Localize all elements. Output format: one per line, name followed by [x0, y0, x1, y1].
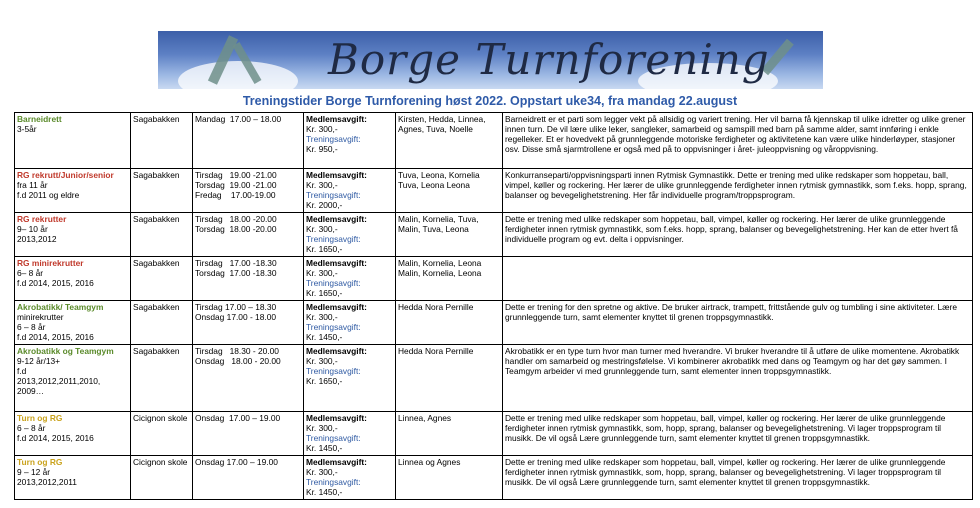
table-row: [15, 456, 973, 500]
group-name: RG rekrutter: [17, 214, 67, 224]
group-detail: 9– 10 år: [17, 224, 48, 234]
description-cell: Barneidrett er et parti som legger vekt på allsidig og variert trening. Her vil barna få kjennskap til ulike idretter og ulike grener innen turn. De vil lære ulike leker, sangleker, samarbeid og samspill med barn på samme alder, samt innføring i enkle regelleker. Et er hovedvekt på grunnleggende motoriske ferdigheter og aktivitetene kan være ulike hinderløyper, stasjoner osv. Disse små sjarmtrollene er også med på to oppvisninger i året- juleoppvisning og våroppvisning.: [503, 113, 973, 169]
group-detail: 2013,2012: [17, 234, 57, 244]
fee-member: Kr. 300,-: [306, 356, 338, 366]
fee-label: Medlemsavgift:: [306, 346, 367, 356]
place-cell: Sagabakken: [131, 113, 193, 169]
time-slot: Mandag 17.00 – 18.00: [195, 114, 282, 124]
coaches-cell: Linnea, Agnes: [396, 412, 503, 456]
table-row: [15, 345, 973, 412]
description-cell: Akrobatikk er en type turn hvor man turner med hverandre. Vi bruker hverandre til å utføre de ulike momentene. Akrobatikk handler om samarbeid og mestringsfølelse. Vi kombinerer akrobatikk med dans og Teamgym og har det gøy sammen. I Teamgym arbeider vi med grunnleggende turn, samt elementer innen troppsgymnastikk.: [503, 345, 973, 412]
fee-training-label: Treningsavgift:: [306, 366, 361, 376]
table-row: [15, 169, 973, 213]
group-cell: [15, 412, 131, 456]
group-cell: [15, 113, 131, 169]
group-name: Akrobatikk og Teamgym: [17, 346, 114, 356]
fee-member: Kr. 300,-: [306, 268, 338, 278]
group-cell: [15, 301, 131, 345]
group-name: RG minirekrutter: [17, 258, 84, 268]
fee-cell: [304, 412, 396, 456]
fee-training-label: Treningsavgift:: [306, 134, 361, 144]
group-name: Turn og RG: [17, 457, 63, 467]
fee-label: Medlemsavgift:: [306, 170, 367, 180]
table-row: [15, 301, 973, 345]
page-subtitle: Treningstider Borge Turnforening høst 2022. Oppstart uke34, fra mandag 22.august: [242, 94, 738, 108]
description-cell: Dette er trening med ulike redskaper som hoppetau, ball, vimpel, køller og rockering. Her lærer de ulike grunnleggende ferdigheter innen rytmisk gymnastikk, som, hopp, sprang, balanser og bevegelighetstrening. Vi lager troppsprogram til musikk. De vil også Lære grunnleggende turn, samt elementer knyttet til grenen troppsgymnastikk.: [503, 456, 973, 500]
group-detail: f.d 2014, 2015, 2016: [17, 433, 94, 443]
fee-member: Kr. 300,-: [306, 180, 338, 190]
place-cell: Sagabakken: [131, 257, 193, 301]
fee-training-label: Treningsavgift:: [306, 433, 361, 443]
time-slot: Onsdag 17.00 – 19.00: [195, 413, 281, 423]
fee-training-label: Treningsavgift:: [306, 190, 361, 200]
time-slot: Fredag 17.00-19.00: [195, 190, 276, 200]
fee-training-label: Treningsavgift:: [306, 322, 361, 332]
fee-cell: [304, 213, 396, 257]
place-cell: Sagabakken: [131, 301, 193, 345]
table-row: [15, 113, 973, 169]
coaches-cell: Malin, Kornelia, Leona Malin, Kornelia, Leona: [396, 257, 503, 301]
group-cell: [15, 213, 131, 257]
place-cell: Sagabakken: [131, 213, 193, 257]
group-detail: 9-12 år/13+: [17, 356, 61, 366]
fee-training: Kr. 2000,-: [306, 200, 343, 210]
group-detail: f.d 2011 og eldre: [17, 190, 80, 200]
time-slot: Tirsdag 18.00 -20.00: [195, 214, 277, 224]
fee-cell: [304, 169, 396, 213]
coaches-cell: Hedda Nora Pernille: [396, 345, 503, 412]
group-cell: [15, 169, 131, 213]
group-detail: f.d 2014, 2015, 2016: [17, 332, 94, 342]
fee-member: Kr. 300,-: [306, 467, 338, 477]
time-slot: Torsdag 18.00 -20.00: [195, 224, 277, 234]
times-cell: [193, 113, 304, 169]
group-name: Barneidrett: [17, 114, 62, 124]
times-cell: [193, 213, 304, 257]
times-cell: [193, 301, 304, 345]
time-slot: Tirsdag 17.00 -18.30: [195, 258, 277, 268]
fee-label: Medlemsavgift:: [306, 302, 367, 312]
coaches-cell: Hedda Nora Pernille: [396, 301, 503, 345]
place-cell: Sagabakken: [131, 345, 193, 412]
time-slot: Torsdag 19.00 -21.00: [195, 180, 277, 190]
table-row: [15, 257, 973, 301]
time-slot: Onsdag 17.00 - 18.00: [195, 312, 277, 322]
description-cell: [503, 257, 973, 301]
fee-training: Kr. 950,-: [306, 144, 338, 154]
fee-member: Kr. 300,-: [306, 224, 338, 234]
fee-training: Kr. 1650,-: [306, 244, 343, 254]
fee-training-label: Treningsavgift:: [306, 234, 361, 244]
place-cell: Cicignon skole: [131, 456, 193, 500]
times-cell: [193, 412, 304, 456]
time-slot: Torsdag 17.00 -18.30: [195, 268, 277, 278]
group-detail: 3-5år: [17, 124, 37, 134]
fee-cell: [304, 456, 396, 500]
place-cell: Cicignon skole: [131, 412, 193, 456]
group-detail: 6 – 8 år: [17, 423, 46, 433]
fee-cell: [304, 301, 396, 345]
group-detail: 2013,2012,2011,2010,: [17, 376, 101, 386]
time-slot: Onsdag 17.00 – 19.00: [195, 457, 278, 467]
group-detail: 6 – 8 år: [17, 322, 46, 332]
coaches-cell: Malin, Kornelia, Tuva, Malin, Tuva, Leona: [396, 213, 503, 257]
fee-label: Medlemsavgift:: [306, 258, 367, 268]
cloud-decoration: [178, 61, 298, 89]
description-cell: Dette er trening for den spretne og aktive. De bruker airtrack, trampett, frittstående gulv og tumbling i sine aktiviteter. Lære grunnleggende turn, samt elementer knyttet til grenen troppsgymnastikk.: [503, 301, 973, 345]
time-slot: Tirsdag 17.00 – 18.30: [195, 302, 277, 312]
time-slot: Tirsdag 19.00 -21.00: [195, 170, 277, 180]
group-detail: 2013,2012,2011: [17, 477, 77, 487]
place-cell: Sagabakken: [131, 169, 193, 213]
fee-member: Kr. 300,-: [306, 423, 338, 433]
header-banner: [158, 31, 823, 89]
fee-member: Kr. 300,-: [306, 124, 338, 134]
fee-label: Medlemsavgift:: [306, 114, 367, 124]
description-cell: Dette er trening med ulike redskaper som hoppetau, ball, vimpel, køller og rockering. Her lærer de ulike grunnleggende ferdigheter innen rytmisk gymnastikk, som f.eks. hopp, sprang, balanser og bevegelighetstrening. Her kan de etter hvert få individuelle program og evt. delta i oppvisninger.: [503, 213, 973, 257]
fee-label: Medlemsavgift:: [306, 413, 367, 423]
group-cell: [15, 345, 131, 412]
table-row: [15, 213, 973, 257]
group-name: Turn og RG: [17, 413, 63, 423]
fee-training: Kr. 1450,-: [306, 487, 343, 497]
group-name: RG rekrutt/Junior/senior: [17, 170, 114, 180]
description-cell: Konkurranseparti/oppvisningsparti innen Rytmisk Gymnastikk. Dette er trening med ulike redskaper som hoppetau, ball, vimpel, køller og rockering. Her lærer de ulike grunnleggende ferdigheter innen rytmisk gymnastikk, som f.eks. hopp, sprang, balanser og bevegelighetstrening. Her får individuelle program/troppsprogram.: [503, 169, 973, 213]
times-cell: [193, 257, 304, 301]
fee-cell: [304, 257, 396, 301]
fee-training-label: Treningsavgift:: [306, 477, 361, 487]
group-detail: minirekrutter: [17, 312, 64, 322]
fee-cell: [304, 113, 396, 169]
group-detail: fra 11 år: [17, 180, 48, 190]
group-name: Akrobatikk/ Teamgym: [17, 302, 104, 312]
time-slot: Onsdag 18.00 - 20.00: [195, 356, 281, 366]
coaches-cell: Kirsten, Hedda, Linnea, Agnes, Tuva, Noelle: [396, 113, 503, 169]
schedule-table: [14, 112, 973, 500]
group-cell: [15, 456, 131, 500]
fee-label: Medlemsavgift:: [306, 214, 367, 224]
fee-cell: [304, 345, 396, 412]
fee-training: Kr. 1650,-: [306, 376, 343, 386]
times-cell: [193, 345, 304, 412]
time-slot: Tirsdag 18.30 - 20.00: [195, 346, 279, 356]
coaches-cell: Linnea og Agnes: [396, 456, 503, 500]
group-detail: 6– 8 år: [17, 268, 44, 278]
fee-training-label: Treningsavgift:: [306, 278, 361, 288]
group-cell: [15, 257, 131, 301]
description-cell: Dette er trening med ulike redskaper som hoppetau, ball, vimpel, køller og rockering. Her lærer de ulike grunnleggende ferdigheter innen rytmisk gymnastikk, som, hopp, sprang, balanser og bevegelighetstrening. Vi lager troppsprogram til musikk. De vil også Lære grunnleggende turn, samt elementer knyttet til grenen troppsgymnastikk.: [503, 412, 973, 456]
fee-member: Kr. 300,-: [306, 312, 338, 322]
fee-label: Medlemsavgift:: [306, 457, 367, 467]
times-cell: [193, 456, 304, 500]
table-row: [15, 412, 973, 456]
banner-title: Borge Turnforening: [328, 35, 770, 84]
times-cell: [193, 169, 304, 213]
fee-training: Kr. 1450,-: [306, 332, 343, 342]
group-detail: f.d 2014, 2015, 2016: [17, 278, 94, 288]
coaches-cell: Tuva, Leona, Kornelia Tuva, Leona Leona: [396, 169, 503, 213]
group-detail: 2009…: [17, 386, 45, 396]
group-detail: 9 – 12 år: [17, 467, 51, 477]
fee-training: Kr. 1650,-: [306, 288, 343, 298]
group-detail: f.d: [17, 366, 27, 376]
fee-training: Kr. 1450,-: [306, 443, 343, 453]
